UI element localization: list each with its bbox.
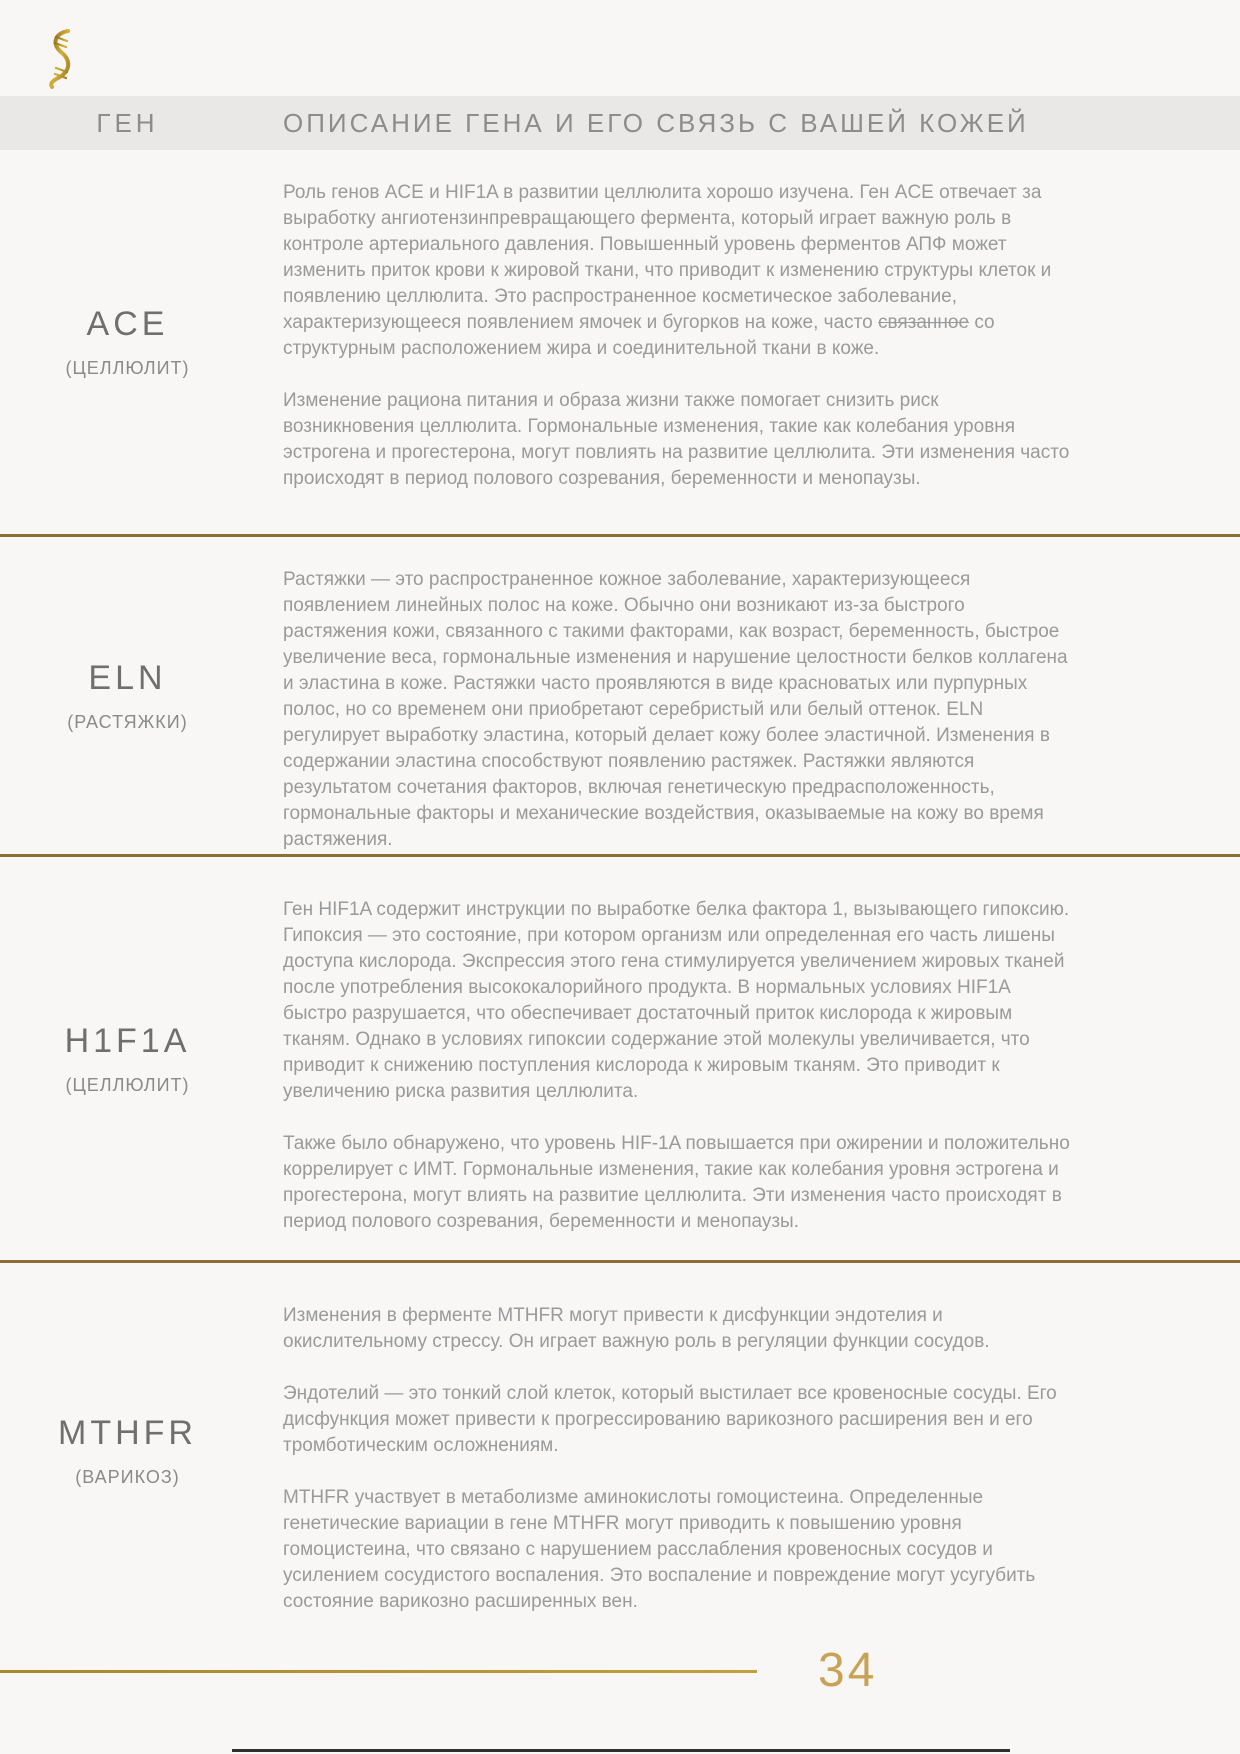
gene-name: MTHFR: [58, 1413, 197, 1452]
paragraph: Ген HIF1A содержит инструкции по выработке белка фактора 1, вызывающего гипоксию. Гипоксия — это состояние, при котором организм или определенная его часть лишены доступа кислорода. Экспрессия этого гена стимулируется увеличением жировых тканей после употребления высококалорийного продукта. В нормальных условиях HIF1A быстро разрушается, что обеспечивает достаточный приток кислорода к жировым тканям. Однако в условиях гипоксии содержание этой молекулы увеличивается, что приводит к снижению поступления кислорода к жировым тканям. Это приводит к увеличению риска развития целлюлита.: [283, 899, 1070, 1102]
gene-table: [0, 150, 1240, 1638]
paragraph: Изменение рациона питания и образа жизни также помогает снизить риск возникновения целлюлита. Гормональные изменения, такие как колебания уровня эстрогена и прогестерона, могут повлиять на развитие целлюлита. Эти изменения часто происходят в период полового созревания, беременности и менопаузы.: [283, 390, 1070, 489]
footer-gold-divider: [0, 1670, 757, 1673]
gene-description: [255, 150, 1240, 534]
gene-condition: (ВАРИКОЗ): [75, 1466, 180, 1487]
paragraph-text: Роль генов ACE и HIF1A в развитии целлюлита хорошо изучена. Ген ACE отвечает за выработку ангиотензинпревращающего фермента, который играет важную роль в контроле артериального давления. Повышенный уровень ферментов АПФ может изменить приток крови к жировой ткани, что приводит к изменению структуры клеток и появлению целлюлита. Это распространенное косметическое заболевание, характеризующееся появлением ямочек и бугорков на коже, часто: [283, 182, 1052, 333]
bottom-edge-rule: [232, 1749, 1010, 1752]
table-row-eln: [0, 537, 1240, 857]
gene-cell-mthfr: [0, 1263, 255, 1638]
paragraph: Эндотелий — это тонкий слой клеток, который выстилает все кровеносные сосуды. Его дисфункция может привести к прогрессированию варикозного расширения вен и его тромботическим осложнениям.: [283, 1383, 1057, 1456]
table-row-h1f1a: [0, 857, 1240, 1263]
gene-condition: (РАСТЯЖКИ): [67, 711, 188, 732]
paragraph: Растяжки — это распространенное кожное заболевание, характеризующееся появлением линейных полос на коже. Обычно они возникают из-за быстрого растяжения кожи, связанного с такими факторами, как возраст, беременность, быстрое увеличение веса, гормональные изменения и нарушение целостности белков коллагена и эластина в коже. Растяжки часто проявляются в виде красноватых или пурпурных полос, но со временем они приобретают серебристый или белый оттенок. ELN регулирует выработку эластина, который делает кожу более эластичной. Изменения в содержании эластина способствуют появлению растяжек. Растяжки являются результатом сочетания факторов, включая генетическую предрасположенность, гормональные факторы и механические воздействия, оказываемые на кожу во время растяжения.: [283, 569, 1068, 850]
header-gene-column: ГЕН: [96, 107, 159, 138]
gene-name: H1F1A: [64, 1021, 191, 1060]
paragraph: MTHFR участвует в метаболизме аминокислоты гомоцистеина. Определенные генетические вариации в гене MTHFR могут приводить к повышению уровня гомоцистеина, что связано с нарушением расслабления кровеносных сосудов и усилением сосудистого воспаления. Это воспаление и повреждение могут усугубить состояние варикозно расширенных вен.: [283, 1487, 1036, 1612]
dna-helix-icon: [44, 28, 78, 90]
page-number: 34: [818, 1644, 878, 1697]
gene-condition: (ЦЕЛЛЮЛИТ): [65, 1074, 190, 1095]
gene-cell-h1f1a: [0, 857, 255, 1260]
gene-description: [255, 857, 1240, 1260]
gene-cell-eln: [0, 537, 255, 854]
table-row-mthfr: [0, 1263, 1240, 1638]
paragraph: Также было обнаружено, что уровень HIF-1A повышается при ожирении и положительно коррелирует с ИМТ. Гормональные изменения, такие как колебания уровня эстрогена и прогестерона, могут влиять на развитие целлюлита. Эти изменения часто происходят в период полового созревания, беременности и менопаузы.: [283, 1133, 1070, 1232]
paragraph: [283, 180, 1070, 362]
gene-name: ACE: [86, 305, 169, 343]
gene-description: [255, 537, 1240, 854]
table-header: [0, 96, 1240, 150]
gene-condition: (ЦЕЛЛЮЛИТ): [65, 358, 190, 378]
paragraph-text: со структурным расположением жира и соединительной ткани в коже.: [283, 312, 995, 359]
table-row-ace: [0, 150, 1240, 537]
header-description-column: ОПИСАНИЕ ГЕНА И ЕГО СВЯЗЬ С ВАШЕЙ КОЖЕЙ: [283, 107, 1029, 138]
gene-description: [255, 1263, 1240, 1638]
strikethrough-word: связанное: [877, 312, 970, 333]
gene-name: ELN: [88, 658, 167, 697]
gene-cell-ace: [0, 150, 255, 534]
paragraph: Изменения в ферменте MTHFR могут привести к дисфункции эндотелия и окислительному стрессу. Он играет важную роль в регуляции функции сосудов.: [283, 1305, 990, 1352]
